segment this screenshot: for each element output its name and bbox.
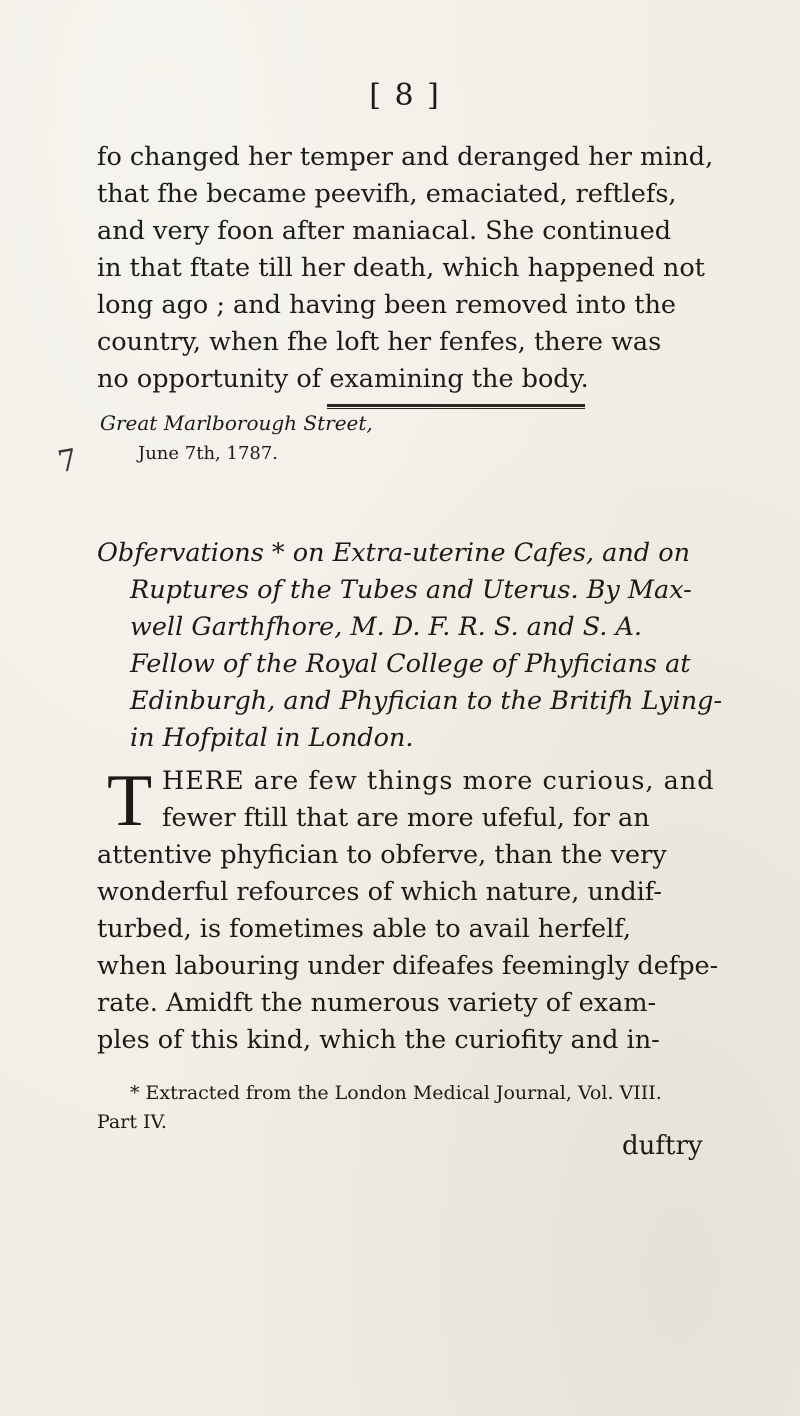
- title-line: Edinburgh, and Phyfician to the Britifh Lying-: [130, 686, 723, 716]
- margin-mark: 7: [55, 442, 80, 481]
- text-line: and very foon after maniacal. She continued: [97, 216, 672, 246]
- text-line: attentive phyfician to obferve, than the very: [97, 840, 667, 870]
- text-line: fo changed her temper and deranged her mind,: [97, 142, 714, 172]
- section-rule: [327, 404, 585, 409]
- page-number: [ 8 ]: [369, 78, 441, 113]
- text-line: fewer ftill that are more ufeful, for an: [162, 803, 650, 833]
- text-line: in that ftate till her death, which happened not: [97, 253, 705, 283]
- text-line: country, when fhe loft her fenfes, there was: [97, 327, 662, 357]
- text-line: ples of this kind, which the curiofity and in-: [97, 1025, 660, 1055]
- title-line: in Hofpital in London.: [130, 723, 414, 753]
- text-line: that fhe became peevifh, emaciated, reftlefs,: [97, 179, 677, 209]
- footnote-line: Part IV.: [97, 1111, 167, 1133]
- catchword: duftry: [622, 1131, 703, 1161]
- drop-cap: T: [107, 760, 153, 842]
- text-line: wonderful refources of which nature, undif-: [97, 877, 662, 907]
- text-line: HERE are few things more curious, and: [162, 766, 715, 796]
- title-line: Fellow of the Royal College of Phyficians at: [130, 649, 691, 679]
- title-line: Ruptures of the Tubes and Uterus. By Max-: [130, 575, 692, 605]
- text-line: no opportunity of examining the body.: [97, 364, 589, 394]
- dateline-place: Great Marlborough Street,: [100, 411, 373, 435]
- dateline-date: June 7th, 1787.: [138, 443, 279, 464]
- title-line: Obfervations * on Extra-uterine Cafes, and on: [97, 538, 691, 568]
- text-line: rate. Amidft the numerous variety of exam-: [97, 988, 657, 1018]
- title-line: well Garthfhore, M. D. F. R. S. and S. A.: [130, 612, 643, 642]
- text-line: when labouring under difeafes feemingly defpe-: [97, 951, 719, 981]
- text-line: long ago ; and having been removed into the: [97, 290, 676, 320]
- text-line: turbed, is fometimes able to avail herfelf,: [97, 914, 631, 944]
- footnote-line: * Extracted from the London Medical Journal, Vol. VIII.: [130, 1082, 662, 1104]
